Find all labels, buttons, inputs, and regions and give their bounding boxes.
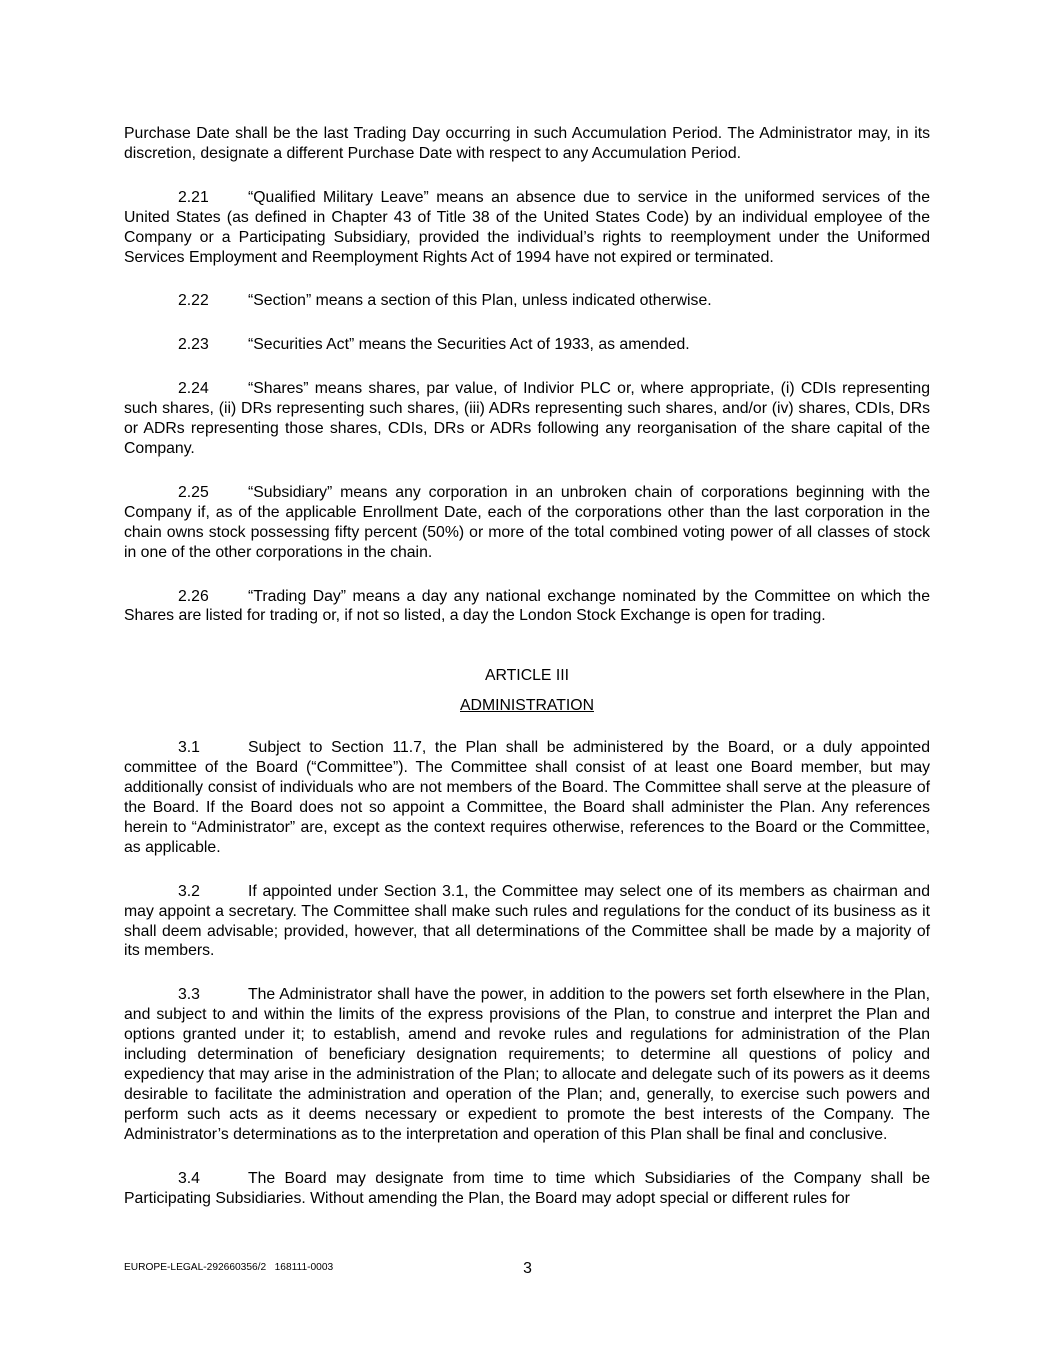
section-2-21 [124, 188, 930, 268]
section-number: 2.24 [178, 380, 209, 398]
continuation-paragraph [124, 124, 930, 164]
section-number: 3.1 [178, 739, 200, 757]
paragraph-text: If appointed under Section 3.1, the Committee may select one of its members as chairman and may appoint a secretary. The Committee shall make such rules and regulations for the conduct of its business as it shall deem advisable; provided, however, that all determinations of the Committee shall be made by a majority of its members. [124, 882, 930, 960]
paragraph-text: “Section” means a section of this Plan, unless indicated otherwise. [248, 292, 712, 310]
section-2-24 [124, 379, 930, 459]
section-3-1 [124, 738, 930, 857]
paragraph-text: Purchase Date shall be the last Trading Day occurring in such Accumulation Period. The Administrator may, in its discretion, designate a different Purchase Date with respect to any Accumulation Period. [124, 125, 930, 162]
section-number: 3.3 [178, 986, 200, 1004]
paragraph-text: “Shares” means shares, par value, of Indivior PLC or, where appropriate, (i) CDIs representing such shares, (ii) DRs representing such shares, (iii) ADRs representing such shares, and/or (iv) shares, CDIs, DRs or ADRs representing those shares, CDIs, DRs or ADRs following any reorganisation of the share capital of the Company. [124, 380, 930, 457]
section-number: 3.4 [178, 1169, 200, 1187]
paragraph-text: The Administrator shall have the power, in addition to the powers set forth elsewhere in the Plan, and subject to and within the limits of the express provisions of the Plan, to construe and interpret the Plan and options granted under it; to establish, amend and revoke rules and regulations for administration of the Plan including determination of beneficiary designation requirements; to determine all questions of policy and expediency that may arise in the administration of the Plan; to allocate and delegate such of its powers as it deems desirable to facilitate the administration and operation of the Plan; and, generally, to exercise such powers and perform such acts as it deems necessary or expedient to promote the best interests of the Company. The Administrator’s determinations as to the interpretation and operation of this Plan shall be final and conclusive. [124, 986, 930, 1143]
paragraph-text: “Trading Day” means a day any national exchange nominated by the Committee on which the Shares are listed for trading or, if not so listed, a day the London Stock Exchange is open for trading. [124, 587, 930, 625]
section-2-25 [124, 483, 930, 563]
section-2-22 [124, 291, 930, 311]
section-2-26 [124, 587, 930, 627]
paragraph-text: “Subsidiary” means any corporation in an unbroken chain of corporations beginning with the Company if, as of the applicable Enrollment Date, each of the corporations other than the last corporation in the chain owns stock possessing fifty percent (50%) or more of the total combined voting power of all classes of stock in one of the other corporations in the chain. [124, 483, 930, 561]
section-3-2 [124, 882, 930, 962]
paragraph-text: Subject to Section 11.7, the Plan shall be administered by the Board, or a duly appointed committee of the Board (“Committee”). The Committee shall consist of at least one Board member, but may additionally consist of individuals who are not members of the Board. The Committee shall serve at the pleasure of the Board. If the Board does not so appoint a Committee, the Board shall administer the Plan. Any references herein to “Administrator” are, except as the context requires otherwise, references to the Board or the Committee, as applicable. [124, 739, 930, 856]
section-number: 2.23 [178, 336, 209, 354]
article-heading [124, 696, 930, 716]
section-number: 2.26 [178, 587, 209, 605]
section-3-4 [124, 1169, 930, 1209]
section-3-3 [124, 985, 930, 1144]
section-2-23 [124, 335, 930, 355]
paragraph-text: “Securities Act” means the Securities Act of 1933, as amended. [248, 336, 690, 354]
section-number: 2.22 [178, 292, 209, 310]
section-number: 2.21 [178, 188, 209, 206]
paragraph-text: The Board may designate from time to time which Subsidiaries of the Company shall be Participating Subsidiaries. Without amending the Plan, the Board may adopt special or different rules for [124, 1169, 930, 1207]
section-number: 3.2 [178, 882, 200, 900]
article-subtitle: ADMINISTRATION [460, 697, 594, 715]
article-title: ARTICLE III [485, 667, 569, 685]
paragraph-text: “Qualified Military Leave” means an absence due to service in the uniformed services of the United States (as defined in Chapter 43 of Title 38 of the United States Code) by an individual employee of the Company or a Participating Subsidiary, provided the individual’s rights to reemployment under the Uniformed Services Employment and Reemployment Rights Act of 1994 have not expired or terminated. [124, 188, 930, 266]
footer-page-number: 3 [523, 1260, 532, 1277]
document-body [124, 124, 930, 1232]
footer-document-reference: EUROPE-LEGAL-292660356/2 168111-0003 [124, 1262, 334, 1273]
section-number: 2.25 [178, 483, 209, 501]
